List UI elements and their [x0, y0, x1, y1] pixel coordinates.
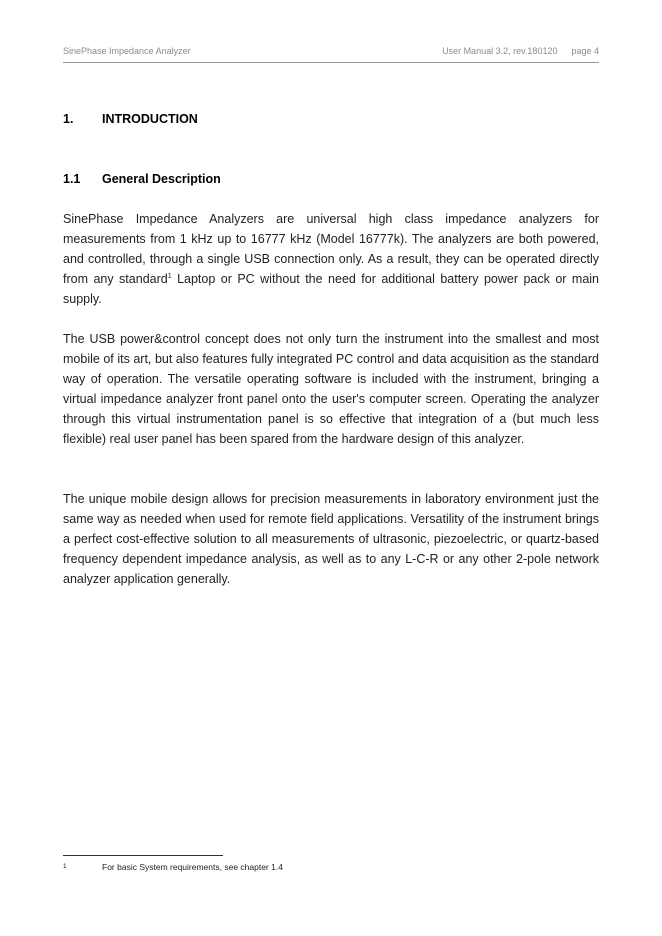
section-title: INTRODUCTION	[102, 112, 198, 126]
header-manual-version: User Manual 3.2, rev.180120	[442, 46, 558, 56]
section-number: 1.	[63, 112, 74, 126]
footnote-separator	[63, 855, 223, 856]
header-manual-info	[442, 46, 599, 56]
header-product-name: SinePhase Impedance Analyzer	[63, 46, 191, 56]
paragraph-1	[63, 209, 599, 309]
header-page-number: page 4	[571, 46, 599, 56]
paragraph-2: The USB power&control concept does not only turn the instrument into the smallest and most mobile of its art, but also features fully integrated PC control and data acquisition as the standard way of operation. The versatile operating software is included with the instrument, bringing a virtual impedance analyzer front panel onto the user's computer screen. Operating the analyzer through this virtual instrumentation panel is so effective that integration of a (but much less flexible) real user panel has been spared from the hardware design of this analyzer.	[63, 332, 599, 446]
footnote-mark: 1	[63, 863, 67, 870]
footnote	[63, 862, 283, 872]
subsection-heading	[63, 172, 221, 186]
paragraph-1-text-a: SinePhase Impedance Analyzers are universal high class impedance analyzers for measurements from 1 kHz up to 16777 kHz (Model 16777k). The analyzers are both powered, and controlled, through a single USB connection only. As a result, they can be operated directly from any standard	[63, 212, 599, 286]
footnote-text: For basic System requirements, see chapter 1.4	[102, 862, 283, 872]
paragraph-3: The unique mobile design allows for precision measurements in laboratory environment just the same way as needed when used for remote field applications. Versatility of the instrument brings a perfect cost-effective solution to all measurements of ultrasonic, piezoelectric, or quartz-based frequency dependent impedance analysis, as well as to any L-C-R or any other 2-pole network analyzer application generally.	[63, 492, 599, 586]
subsection-number: 1.1	[63, 172, 81, 186]
paragraph-1-text-b: Laptop or PC without the need for additional battery power pack or main supply.	[63, 272, 600, 306]
page-header	[63, 45, 599, 63]
footnote-reference: 1	[167, 273, 172, 280]
subsection-title: General Description	[102, 172, 221, 186]
section-heading	[63, 112, 198, 126]
